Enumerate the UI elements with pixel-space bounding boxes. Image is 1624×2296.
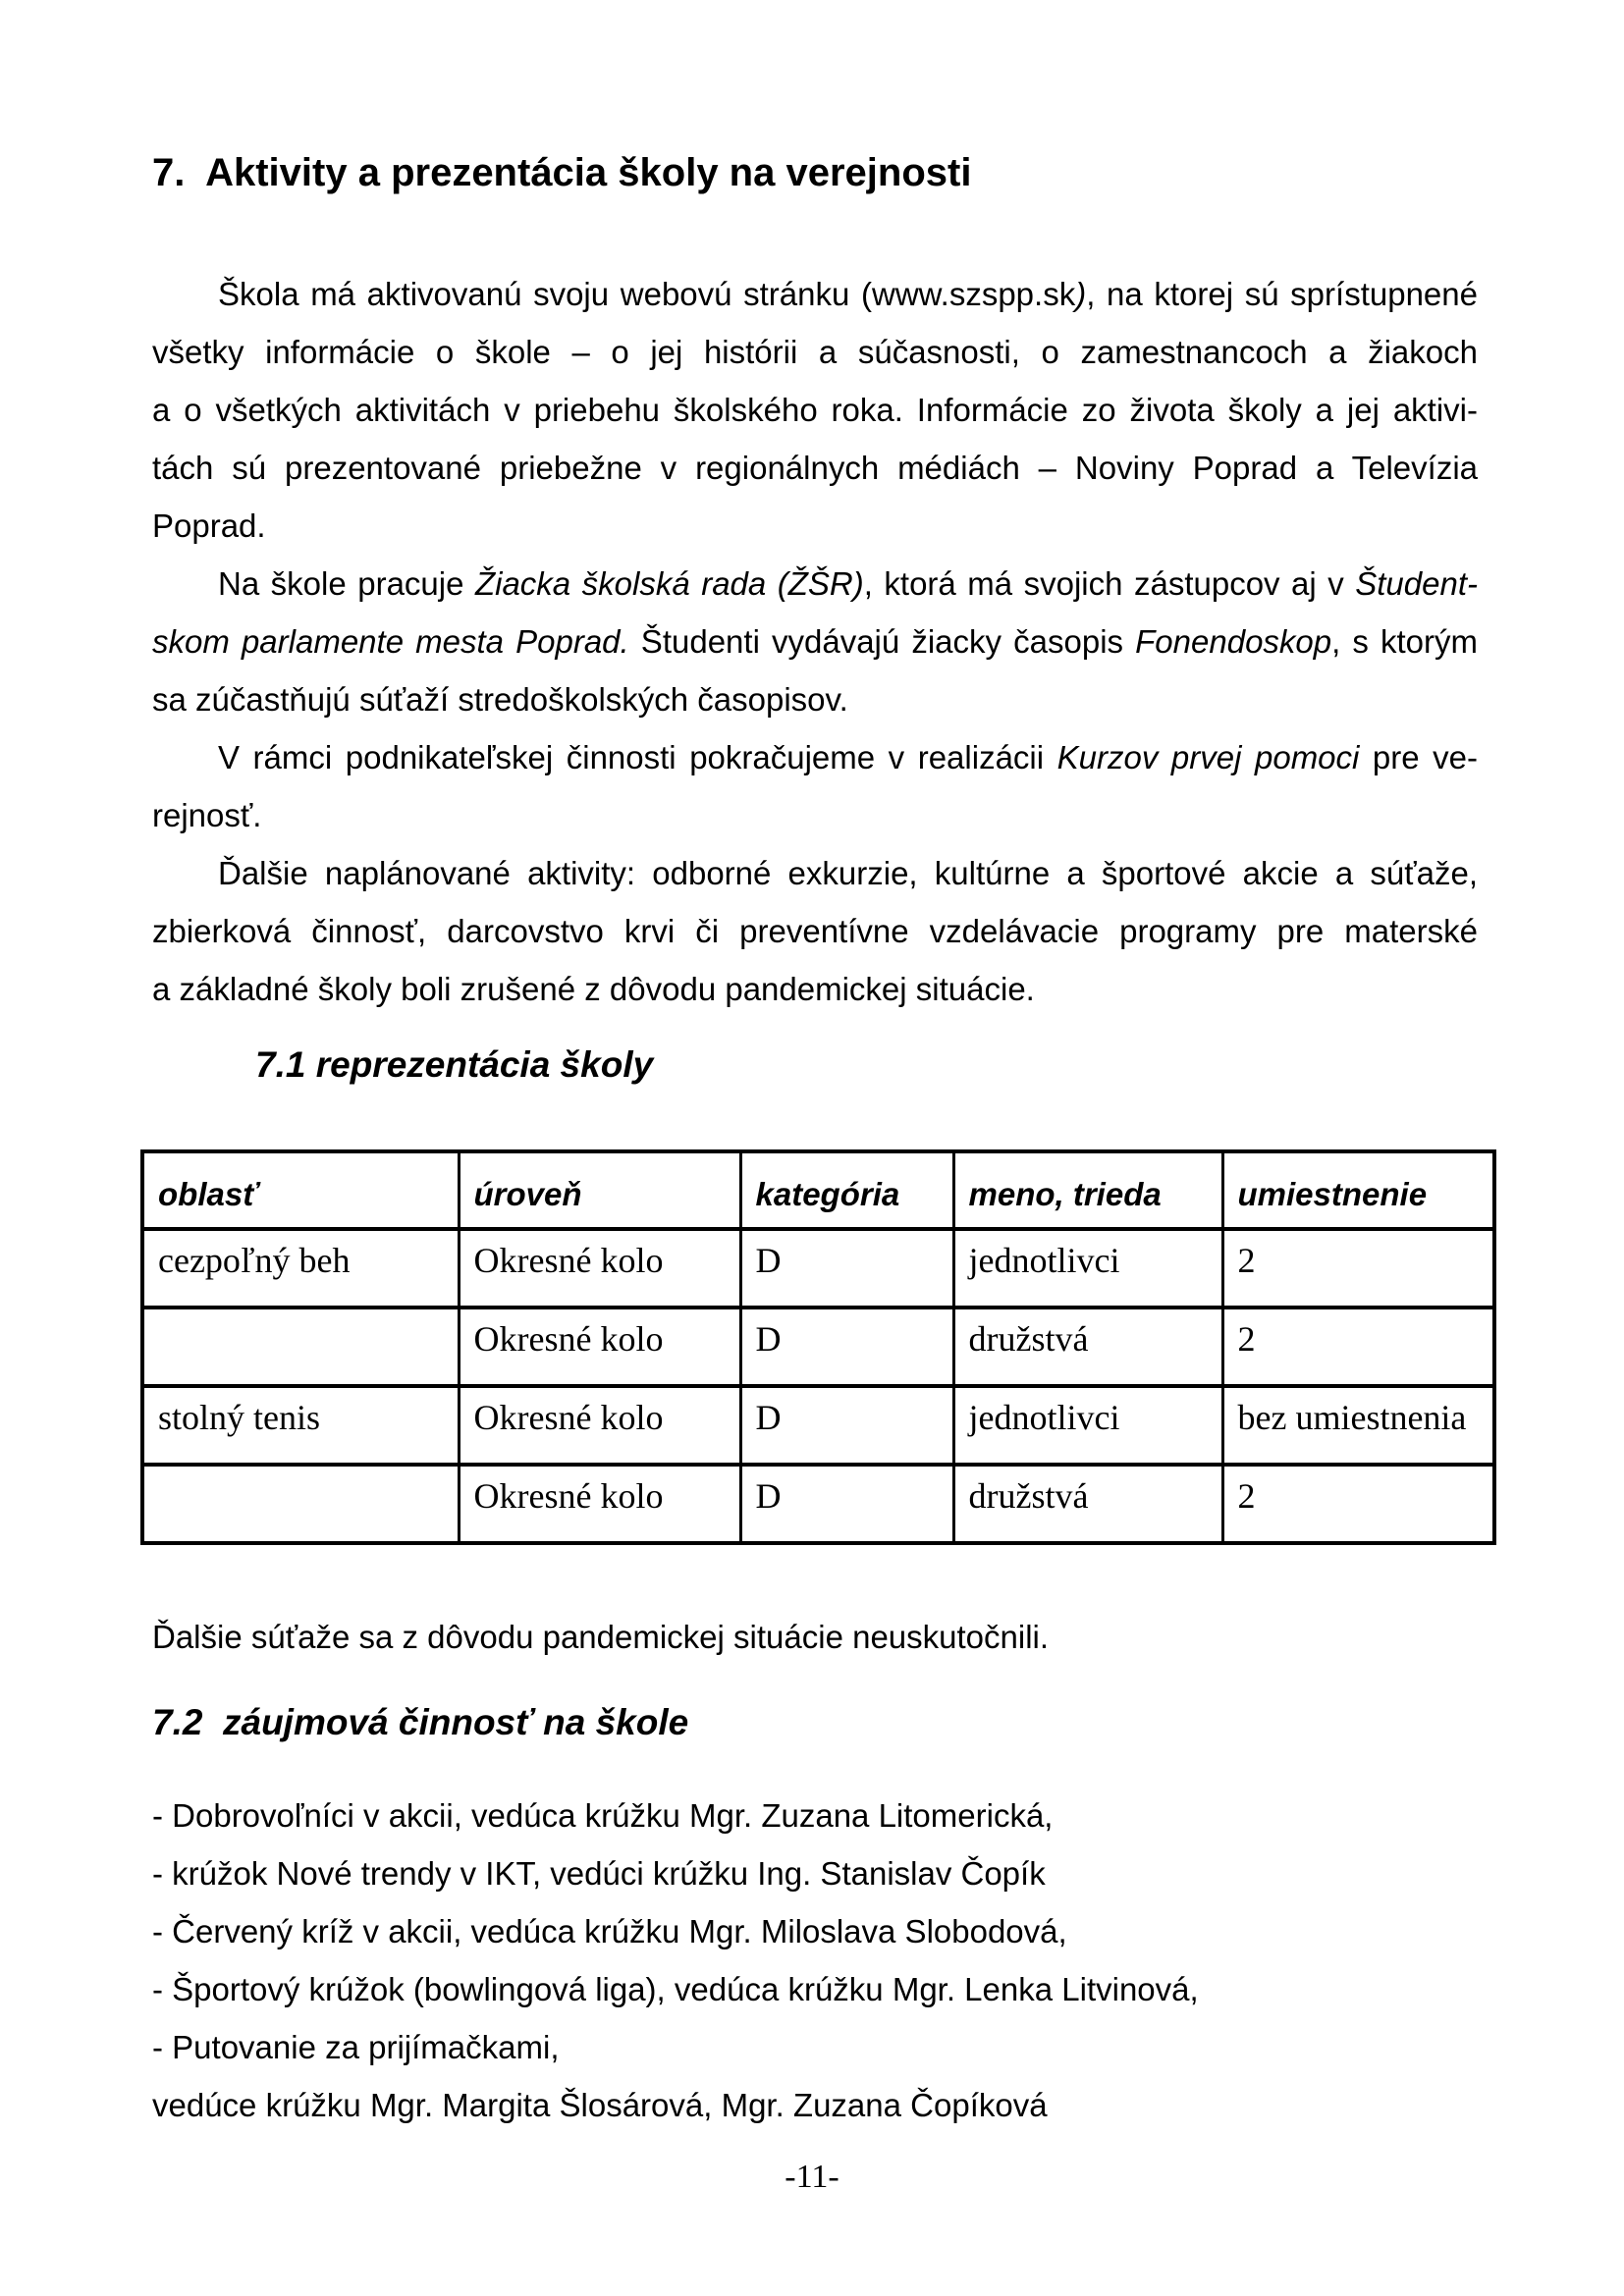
text-line: tách sú prezentované priebežne v regionálnych médiách – Noviny Poprad a Televízia xyxy=(152,450,1478,486)
text-line: Na škole pracuje Žiacka školská rada (ŽŠR), ktorá má svojich zástupcov aj v Študent- xyxy=(218,565,1478,602)
body-text xyxy=(152,265,1478,1018)
club-list-item: - Putovanie za prijímačkami, xyxy=(152,2029,560,2065)
table-cell: družstvá xyxy=(953,1465,1222,1543)
text-line: zbierková činnosť, darcovstvo krvi či preventívne vzdelávacie programy pre materské xyxy=(152,913,1478,949)
club-list-item: - Dobrovoľníci v akcii, vedúca krúžku Mgr. Zuzana Litomerická, xyxy=(152,1797,1054,1834)
table-cell: D xyxy=(740,1308,953,1386)
text-line: všetky informácie o škole – o jej histórii a súčasnosti, o zamestnancoch a žiakoch xyxy=(152,334,1478,370)
table-header-row xyxy=(142,1151,1494,1229)
table-cell xyxy=(142,1465,459,1543)
note-cancelled-competitions: Ďalšie súťaže sa z dôvodu pandemickej situácie neuskutočnili. xyxy=(152,1619,1050,1655)
club-list-item: - krúžok Nové trendy v IKT, vedúci krúžku Ing. Stanislav Čopík xyxy=(152,1855,1046,1892)
table-cell: Okresné kolo xyxy=(459,1465,740,1543)
table-cell: 2 xyxy=(1222,1229,1494,1308)
text-line: Poprad. xyxy=(152,507,266,544)
table-row xyxy=(142,1386,1494,1465)
paragraph-school-website xyxy=(152,265,1478,555)
table-cell: stolný tenis xyxy=(142,1386,459,1465)
club-list-item: - Červený kríž v akcii, vedúca krúžku Mgr. Miloslava Slobodová, xyxy=(152,1913,1067,1949)
paragraph-first-aid-courses xyxy=(152,728,1478,844)
text-line: skom parlamente mesta Poprad. Študenti vydávajú žiacky časopis Fonendoskop, s ktorým xyxy=(152,623,1478,660)
table-cell: cezpoľný beh xyxy=(142,1229,459,1308)
paragraph-planned-activities xyxy=(152,844,1478,1018)
table-row xyxy=(142,1229,1494,1308)
table-cell: D xyxy=(740,1229,953,1308)
clubs-list xyxy=(152,1787,1478,2134)
table-cell: Okresné kolo xyxy=(459,1308,740,1386)
table-header-meno-trieda: meno, trieda xyxy=(953,1151,1222,1229)
text-line: Ďalšie naplánované aktivity: odborné exkurzie, kultúrne a športové akcie a súťaže, xyxy=(218,855,1478,891)
table-cell: družstvá xyxy=(953,1308,1222,1386)
table-cell: 2 xyxy=(1222,1308,1494,1386)
representation-table xyxy=(140,1149,1496,1545)
section-7-2-heading: 7.2 záujmová činnosť na škole xyxy=(152,1702,689,1742)
section-heading: 7. Aktivity a prezentácia školy na verejnosti xyxy=(152,151,972,194)
paragraph-student-council xyxy=(152,555,1478,728)
table-cell: 2 xyxy=(1222,1465,1494,1543)
table-cell: Okresné kolo xyxy=(459,1229,740,1308)
table-cell xyxy=(142,1308,459,1386)
text-line: a základné školy boli zrušené z dôvodu pandemickej situácie. xyxy=(152,971,1035,1007)
table-header-uroven: úroveň xyxy=(459,1151,740,1229)
table-row xyxy=(142,1308,1494,1386)
table-cell: jednotlivci xyxy=(953,1229,1222,1308)
text-line: V rámci podnikateľskej činnosti pokračujeme v realizácii Kurzov prvej pomoci pre ve- xyxy=(218,739,1478,775)
table-cell: jednotlivci xyxy=(953,1386,1222,1465)
table-cell: Okresné kolo xyxy=(459,1386,740,1465)
text-line: Škola má aktivovanú svoju webovú stránku (www.szspp.sk), na ktorej sú sprístupnené xyxy=(218,276,1478,312)
club-list-item: - Športový krúžok (bowlingová liga), vedúca krúžku Mgr. Lenka Litvinová, xyxy=(152,1971,1199,2007)
page-number: -11- xyxy=(785,2159,839,2195)
table-header-oblast: oblasť xyxy=(142,1151,459,1229)
table-header-kategoria: kategória xyxy=(740,1151,953,1229)
table-header-umiestnenie: umiestnenie xyxy=(1222,1151,1494,1229)
table-cell: D xyxy=(740,1465,953,1543)
text-line: sa zúčastňujú súťaží stredoškolských časopisov. xyxy=(152,681,848,718)
table-cell: D xyxy=(740,1386,953,1465)
club-list-item: vedúce krúžku Mgr. Margita Šlosárová, Mgr. Zuzana Čopíková xyxy=(152,2087,1048,2123)
text-line: a o všetkých aktivitách v priebehu školského roka. Informácie zo života školy a jej aktivi- xyxy=(152,392,1478,428)
section-7-1-heading: 7.1 reprezentácia školy xyxy=(255,1044,654,1085)
table-row xyxy=(142,1465,1494,1543)
text-line: rejnosť. xyxy=(152,797,262,833)
table-cell: bez umiestnenia xyxy=(1222,1386,1494,1465)
